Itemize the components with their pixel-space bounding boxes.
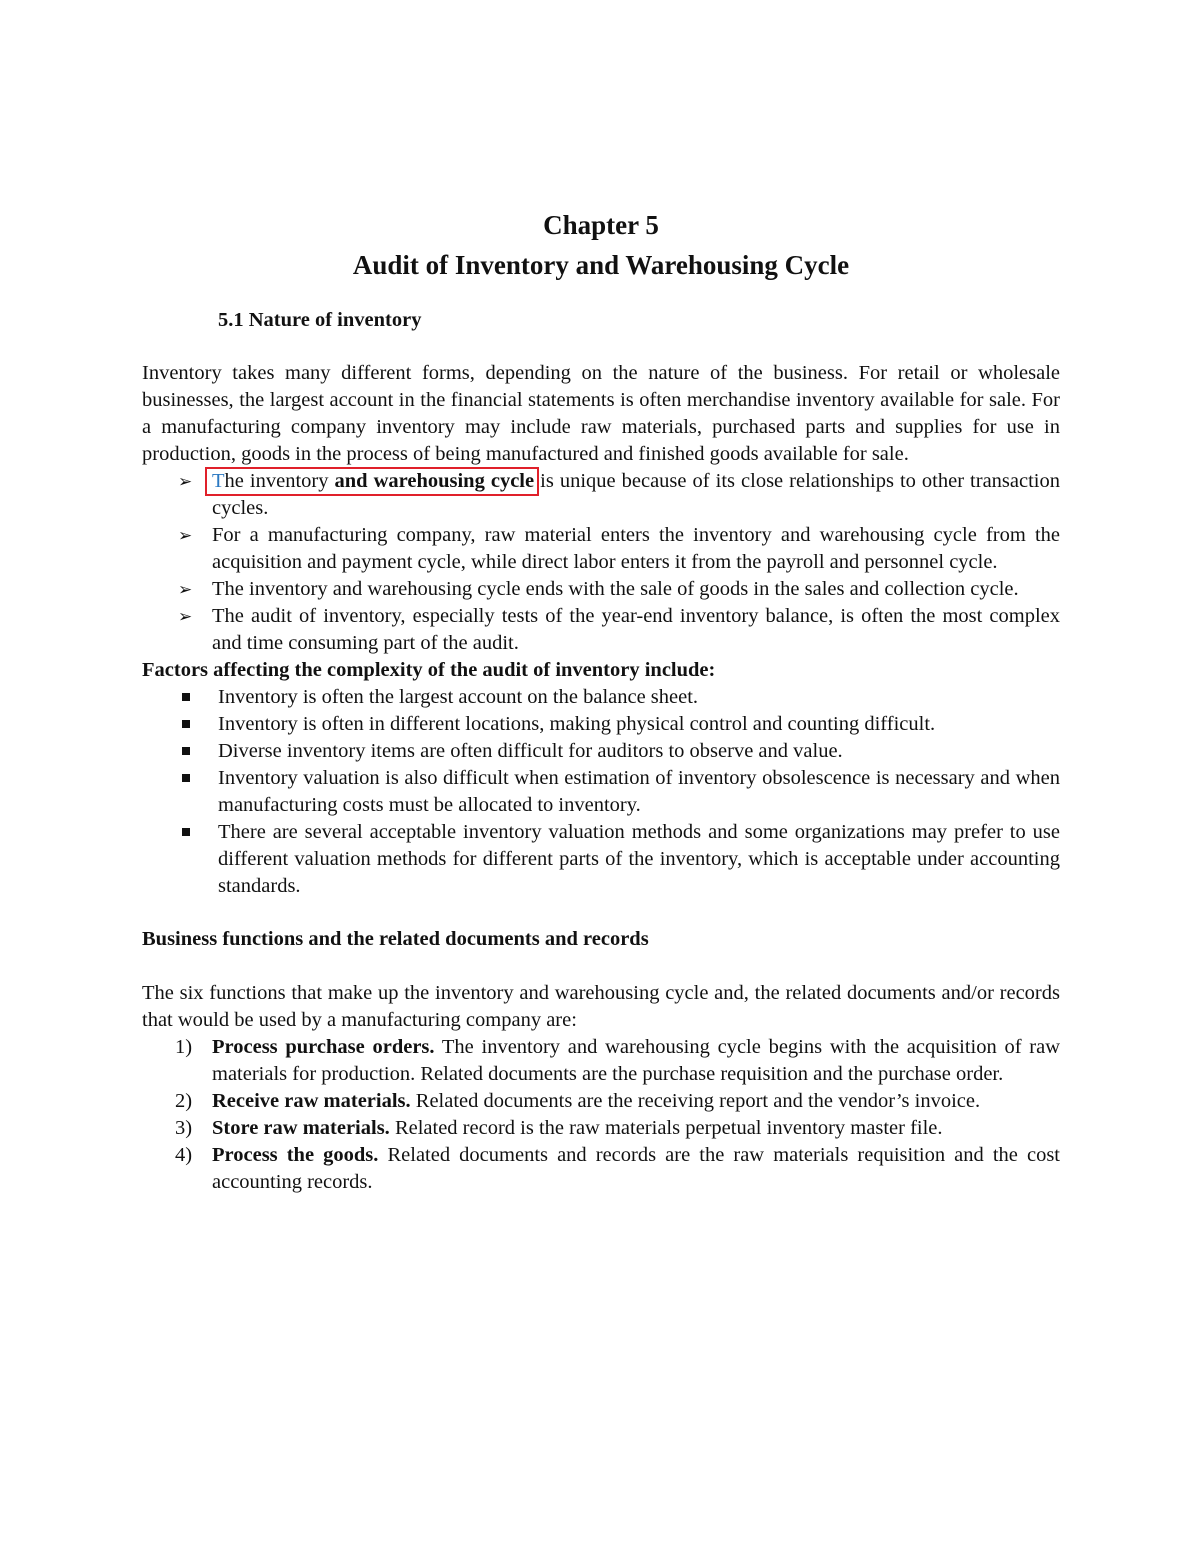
- list-item: [142, 684, 1060, 711]
- function-text: Related record is the raw materials perpetual inventory master file.: [389, 1117, 943, 1139]
- list-number: 1): [175, 1036, 193, 1058]
- list-item-text: is unique because of its close relationships to other transaction cycles.: [212, 470, 1060, 519]
- chapter-subtitle: Audit of Inventory and Warehousing Cycle: [352, 250, 850, 280]
- list-item: [142, 738, 1060, 765]
- arrow-bullet-icon: ➢: [178, 607, 193, 626]
- function-label: Store raw materials.: [212, 1117, 390, 1139]
- arrow-bullet-icon: ➢: [178, 526, 193, 545]
- highlighted-phrase: [212, 470, 534, 492]
- business-functions-heading: Business functions and the related documents and records: [142, 928, 649, 950]
- highlight-text-bold: and warehousing cycle: [334, 470, 535, 492]
- arrow-list: [142, 468, 1060, 657]
- square-bullet-icon: [182, 747, 190, 755]
- function-text: Related documents and records are the raw materials requisition and the cost accounting records.: [212, 1144, 1060, 1193]
- list-number: 4): [175, 1144, 193, 1166]
- arrow-bullet-icon: ➢: [178, 472, 193, 491]
- function-text: Related documents are the receiving report and the vendor’s invoice.: [410, 1090, 981, 1112]
- list-item: [142, 468, 1060, 522]
- function-label: Receive raw materials.: [212, 1090, 411, 1112]
- list-item-text: Inventory valuation is also difficult when estimation of inventory obsolescence is necessary and when manufacturing costs must be allocated to inventory.: [218, 767, 1060, 816]
- list-item-text: Inventory is often in different locations, making physical control and counting difficult.: [218, 713, 936, 735]
- square-bullet-icon: [182, 693, 190, 701]
- highlight-letter: T: [212, 470, 225, 492]
- list-item: [142, 1142, 1060, 1196]
- square-bullet-icon: [182, 828, 190, 836]
- function-label: Process the goods.: [212, 1144, 379, 1166]
- highlight-text-plain: he inventory: [224, 470, 335, 492]
- list-item: [142, 765, 1060, 819]
- square-bullet-icon: [182, 720, 190, 728]
- arrow-bullet-icon: ➢: [178, 580, 193, 599]
- functions-list: [142, 1034, 1060, 1196]
- list-number: 3): [175, 1117, 193, 1139]
- function-label: Process purchase orders.: [212, 1036, 435, 1058]
- list-item-text: The audit of inventory, especially tests of the year-end inventory balance, is often the most complex and time consuming part of the audit.: [212, 605, 1060, 654]
- list-item-text: The inventory and warehousing cycle ends with the sale of goods in the sales and collection cycle.: [212, 578, 1019, 600]
- list-item-text: There are several acceptable inventory valuation methods and some organizations may prefer to use different valuation methods for different parts of the inventory, which is acceptable under accounting standards.: [218, 821, 1060, 897]
- six-functions-intro: The six functions that make up the inventory and warehousing cycle and, the related documents and/or records that would be used by a manufacturing company are:: [142, 982, 1060, 1031]
- list-item-text: Diverse inventory items are often difficult for auditors to observe and value.: [218, 740, 843, 762]
- square-bullet-icon: [182, 774, 190, 782]
- list-item-text: For a manufacturing company, raw material enters the inventory and warehousing cycle from the acquisition and payment cycle, while direct labor enters it from the payroll and personnel cycle.: [212, 524, 1060, 573]
- list-item: [142, 1088, 1060, 1115]
- list-item: [142, 819, 1060, 900]
- list-item: [142, 1115, 1060, 1142]
- intro-paragraph: Inventory takes many different forms, depending on the nature of the business. For retail or wholesale businesses, the largest account in the financial statements is often merchandise inventory available for sale. For a manufacturing company inventory may include raw materials, purchased parts and supplies for use in production, goods in the process of being manufactured and finished goods available for sale.: [142, 362, 1060, 465]
- list-item: [142, 522, 1060, 576]
- list-item: [142, 603, 1060, 657]
- section-heading: 5.1 Nature of inventory: [218, 309, 422, 331]
- factors-heading: Factors affecting the complexity of the audit of inventory include:: [142, 659, 716, 681]
- factors-list: [142, 684, 1060, 900]
- chapter-title: Chapter 5: [543, 210, 659, 240]
- list-item-text: Inventory is often the largest account on the balance sheet.: [218, 686, 699, 708]
- function-text: The inventory and warehousing cycle begins with the acquisition of raw materials for production. Related documents are the purchase requisition and the purchase order.: [212, 1036, 1061, 1085]
- list-number: 2): [175, 1090, 193, 1112]
- page-content: [142, 205, 1060, 1196]
- list-item: [142, 576, 1060, 603]
- list-item: [142, 1034, 1060, 1088]
- list-item: [142, 711, 1060, 738]
